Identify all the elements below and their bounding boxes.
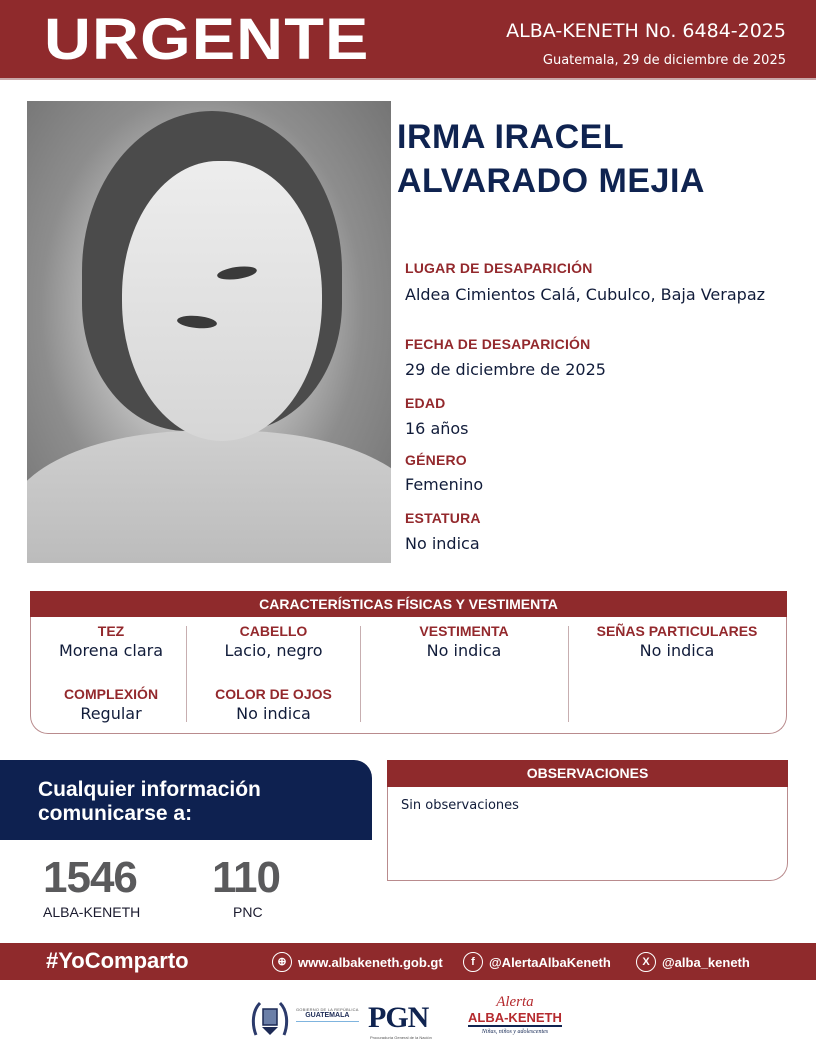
contact-line-2: comunicarse a: <box>38 802 193 825</box>
alerta-alba-keneth-logo: Alerta ALBA-KENETH Niñas, niños y adolescentes <box>468 994 562 1035</box>
header-banner <box>0 0 816 80</box>
cabello-value: Lacio, negro <box>224 641 323 660</box>
label-edad: EDAD <box>405 395 446 411</box>
complexion-value: Regular <box>80 704 142 723</box>
observations-panel <box>387 760 788 881</box>
char-vestimenta <box>364 623 564 660</box>
logos-row <box>250 995 570 1045</box>
x-text: @alba_keneth <box>662 954 750 970</box>
guatemala-logo-text: GOBIERNO DE LA REPÚBLICA GUATEMALA <box>296 1007 359 1022</box>
value-genero: Femenino <box>405 475 484 494</box>
color-ojos-value: No indica <box>236 704 311 723</box>
name-line-1: IRMA IRACEL <box>397 118 625 156</box>
hashtag: #YoComparto <box>46 948 189 973</box>
label-fecha: FECHA DE DESAPARICIÓN <box>405 336 591 352</box>
value-estatura: No indica <box>405 534 480 553</box>
website-link[interactable] <box>272 952 443 972</box>
facebook-link[interactable] <box>463 952 611 972</box>
char-complexion <box>36 686 186 723</box>
value-edad: 16 años <box>405 419 469 438</box>
phone-alba-keneth[interactable]: 1546 <box>43 853 137 902</box>
website-text: www.albakeneth.gob.gt <box>298 954 443 970</box>
vestimenta-value: No indica <box>426 641 502 660</box>
place-date: Guatemala, 29 de diciembre de 2025 <box>542 53 786 68</box>
person-name <box>397 115 797 203</box>
complexion-label: COMPLEXIÓN <box>63 686 159 702</box>
tez-label: TEZ <box>97 623 125 639</box>
divider <box>186 626 187 722</box>
senas-value: No indica <box>639 641 715 660</box>
pgn-logo-subtitle: Procuraduría General de la Nación <box>370 1035 432 1040</box>
x-icon: X <box>636 952 656 972</box>
characteristics-panel <box>30 591 787 734</box>
value-lugar: Aldea Cimientos Calá, Cubulco, Baja Verapaz <box>405 285 766 304</box>
label-lugar: LUGAR DE DESAPARICIÓN <box>405 260 593 276</box>
tez-value: Morena clara <box>58 641 164 660</box>
person-photo <box>27 101 391 563</box>
color-ojos-label: COLOR DE OJOS <box>215 686 332 702</box>
name-line-2: ALVARADO MEJIA <box>397 162 705 200</box>
char-color-ojos <box>191 686 356 723</box>
divider <box>568 626 569 722</box>
phone-pnc-label: PNC <box>233 904 263 920</box>
vestimenta-label: VESTIMENTA <box>419 623 509 639</box>
phone-pnc[interactable]: 110 <box>212 853 280 902</box>
cabello-label: CABELLO <box>239 623 308 639</box>
facebook-icon: f <box>463 952 483 972</box>
char-senas <box>571 623 783 660</box>
char-tez <box>36 623 186 660</box>
globe-icon: ⊕ <box>272 952 292 972</box>
x-link[interactable] <box>636 952 750 972</box>
label-genero: GÉNERO <box>405 452 467 468</box>
contact-banner <box>0 760 372 840</box>
facebook-text: @AlertaAlbaKeneth <box>489 954 611 970</box>
footer-bar <box>0 943 816 980</box>
senas-label: SEÑAS PARTICULARES <box>596 623 758 639</box>
case-number: ALBA-KENETH No. 6484-2025 <box>506 20 786 42</box>
divider <box>360 626 361 722</box>
label-estatura: ESTATURA <box>405 510 481 526</box>
urgent-title: URGENTE <box>44 7 370 72</box>
characteristics-title: CARACTERÍSTICAS FÍSICAS Y VESTIMENTA <box>30 591 787 617</box>
value-fecha: 29 de diciembre de 2025 <box>405 360 606 379</box>
char-cabello <box>191 623 356 660</box>
observations-title: OBSERVACIONES <box>387 760 788 787</box>
guatemala-coat-of-arms-icon <box>250 997 290 1039</box>
observations-text: Sin observaciones <box>401 798 519 813</box>
pgn-logo: PGN <box>368 1001 429 1034</box>
contact-line-1: Cualquier información <box>38 778 261 801</box>
phone-alba-keneth-label: ALBA-KENETH <box>43 904 141 920</box>
